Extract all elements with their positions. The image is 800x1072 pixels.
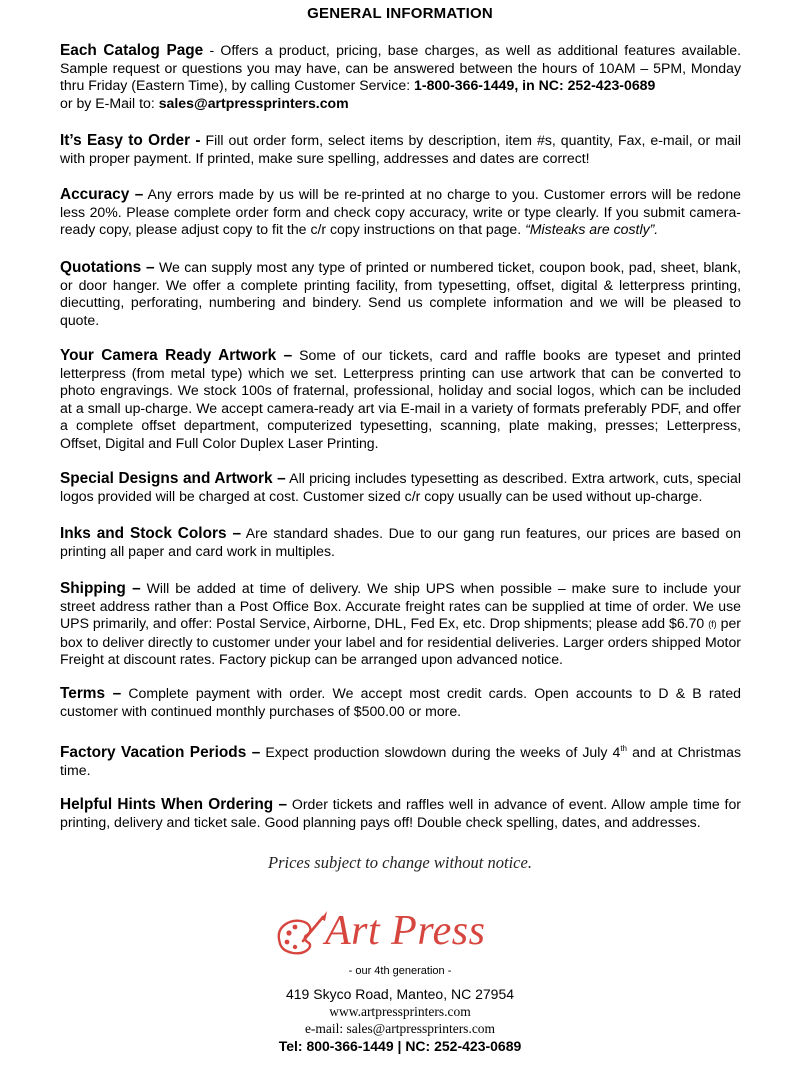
section-italic-note: “Misteaks are costly”. [525, 221, 659, 238]
section-small-note: (f) [708, 619, 717, 630]
section-quotations [60, 259, 741, 329]
email-prefix: or by E-Mail to: [60, 94, 159, 111]
section-camera-ready-artwork [60, 347, 741, 453]
email-link[interactable]: e-mail: sales@artpressprinters.com [304, 1021, 496, 1036]
section-heading: Accuracy – [60, 186, 144, 203]
section-text: We can supply most any type of printed or numbered ticket, coupon book, pad, sheet, blank, or door hanger. We offer a complete printing facility, from typesetting, offset, digital & letterpress printing, diecutting, perforating, numbering and bindery. Send us complete information and we will be pleased to quote. [60, 259, 741, 328]
generation-tagline: - our 4th generation - [348, 965, 452, 977]
section-text: Some of our tickets, card and raffle books are typeset and printed letterpress (from metal type) which we set. Letterpress printing can use artwork that can be converted to photo engravings. We stock 100s of fraternal, professional, holiday and social logos, which can be included at a small up-charge. We accept camera-ready art via E-mail in a variety of formats preferably PDF, and offer a complete offset department, computerized typesetting, scanning, plate making, presses; Letterpress, Offset, Digital and Full Color Duplex Laser Printing. [60, 347, 741, 451]
price-notice: Prices subject to change without notice. [268, 853, 532, 872]
section-terms [60, 685, 741, 720]
website-link[interactable]: www.artpressprinters.com [329, 1004, 471, 1019]
palette-brush-icon [273, 909, 329, 959]
section-factory-vacation [60, 740, 741, 779]
section-shipping [60, 580, 741, 669]
company-address: 419 Skyco Road, Manteo, NC 27954 [285, 986, 515, 1002]
section-inks-stock-colors [60, 525, 741, 560]
section-text: Order tickets and raffles well in advance of event. Allow ample time for printing, delivery and ticket sale. Good planning pays off! Double check spelling, dates, and addresses. [60, 796, 741, 830]
sales-email-link[interactable]: sales@artpressprinters.com [158, 94, 349, 111]
section-heading: Factory Vacation Periods – [60, 744, 261, 761]
logo-wordmark: Art Press [325, 908, 486, 954]
section-heading: Each Catalog Page [60, 42, 204, 59]
section-text: Are standard shades. Due to our gang run features, our prices are based on printing all paper and card work in multiples. [60, 525, 741, 559]
section-text-continued: per box to deliver directly to customer under your label and for residential deliveries. Larger orders shipped Motor Freight at discount rates. Factory pickup can be arranged upon advanced notice. [60, 615, 741, 668]
section-text: All pricing includes typesetting as described. Extra artwork, cuts, special logos provided will be charged at cost. Customer sized c/r copy usually can be used without up-charge. [60, 470, 741, 504]
section-text-continued: and at Christmas time. [60, 744, 741, 778]
section-superscript: th [620, 744, 627, 753]
section-heading: Your Camera Ready Artwork – [60, 347, 293, 364]
section-heading: It’s Easy to Order - [60, 132, 201, 149]
section-heading: Terms – [60, 685, 122, 702]
section-special-designs [60, 470, 741, 505]
section-accuracy [60, 186, 741, 239]
section-text: Fill out order form, select items by description, item #s, quantity, Fax, e-mail, or mail with proper payment. If printed, make sure spelling, addresses and dates are correct! [60, 132, 741, 166]
section-catalog-page [60, 42, 741, 112]
page-title: GENERAL INFORMATION [307, 5, 493, 22]
section-easy-to-order [60, 132, 741, 167]
customer-service-phones: 1-800-366-1449, in NC: 252-423-0689 [414, 77, 656, 94]
section-text: Expect production slowdown during the weeks of July 4 [260, 744, 621, 760]
section-text: Complete payment with order. We accept most credit cards. Open accounts to D & B rated customer with continued monthly purchases of $500.00 or more. [60, 685, 741, 719]
section-heading: Inks and Stock Colors – [60, 525, 242, 542]
section-text: Any errors made by us will be re-printed at no charge to you. Customer errors will be redone less 20%. Please complete order form and check copy accuracy, write or type clearly. If you submit camera-ready copy, please adjust copy to fit the c/r copy instructions on that page. [60, 186, 742, 238]
art-press-logo [273, 905, 488, 963]
section-heading: Quotations – [60, 259, 155, 276]
section-heading: Helpful Hints When Ordering – [60, 796, 287, 813]
section-helpful-hints [60, 796, 741, 831]
section-text: Will be added at time of delivery. We ship UPS when possible – make sure to include your street address rather than a Post Office Box. Accurate freight rates can be supplied at time of order. We use UPS primarily, and offer: Postal Service, Airborne, DHL, Fed Ex, etc. Drop shipments; please add $6.70 [60, 580, 741, 632]
section-text: - Offers a product, pricing, base charges, as well as additional features available. Sample request or questions you may have, can be answered between the hours of 10AM – 5PM, Monday thru Friday (Eastern Time), by calling Customer Service: [60, 42, 741, 94]
section-heading: Special Designs and Artwork – [60, 470, 286, 487]
telephone-numbers: Tel: 800-366-1449 | NC: 252-423-0689 [278, 1038, 522, 1054]
section-heading: Shipping – [60, 580, 141, 597]
